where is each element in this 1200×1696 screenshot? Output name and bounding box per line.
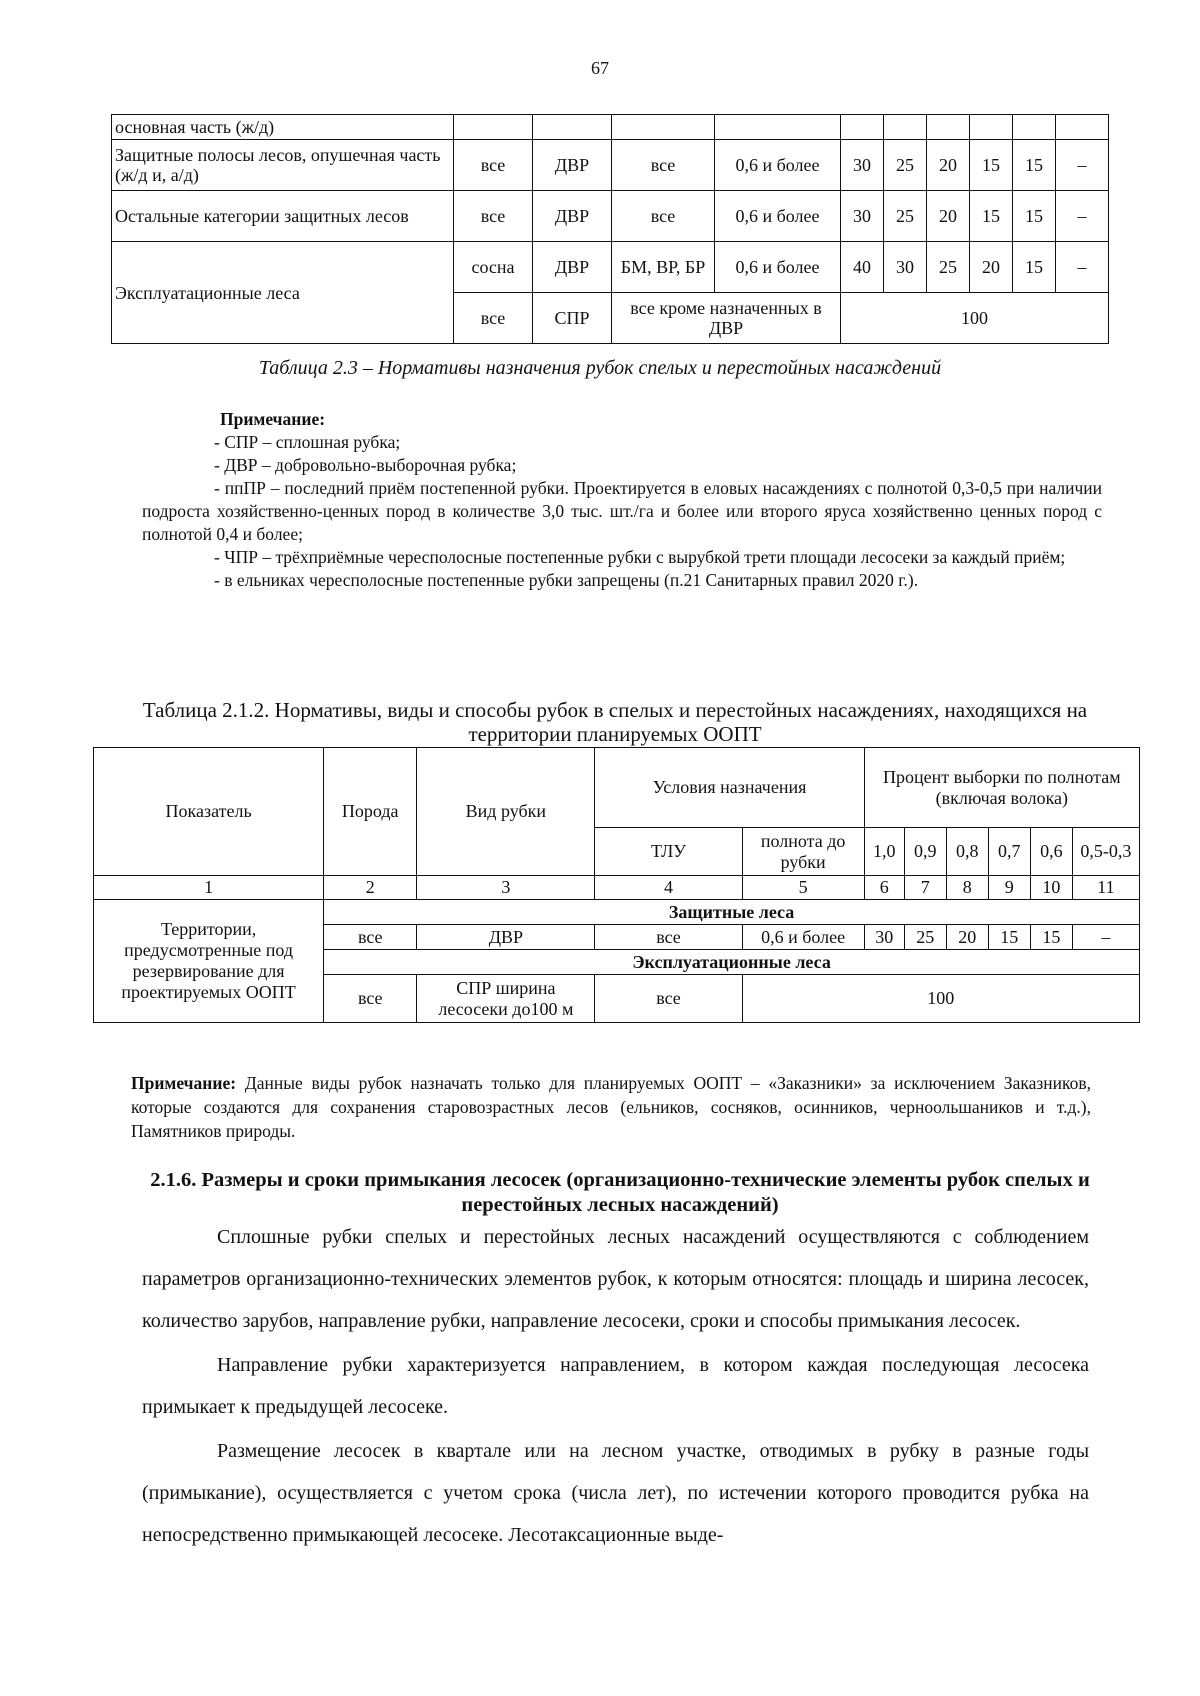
header-row [94, 748, 1140, 828]
value-cell: 25 [904, 925, 946, 950]
page-number: 67 [591, 58, 609, 78]
species-cell: все [324, 925, 417, 950]
paragraph: Размещение лесосек в квартале или на лесном участке, отводимых в рубку в разные годы (примыкание), осуществляется с учетом срока (числа лет), по истечении которого проводится рубка на непосредственно примыкающей лесосеке. Лесотаксационные выде- [142, 1440, 1089, 1546]
column-number: 10 [1030, 876, 1072, 900]
species-cell: сосна [454, 242, 533, 293]
header-density-value: 0,5-0,3 [1072, 828, 1139, 876]
cut-type-cell [533, 115, 612, 140]
column-number-row [94, 876, 1140, 900]
value-cell [1013, 115, 1056, 140]
value-cell: 15 [1013, 242, 1056, 293]
note-block [131, 1071, 1091, 1143]
density-cell: 0,6 и более [715, 140, 841, 191]
value-cell: 30 [884, 242, 927, 293]
value-cell: – [1056, 140, 1109, 191]
value-cell: 15 [970, 140, 1013, 191]
header-cut-type: Вид рубки [417, 748, 595, 876]
value-cell: 25 [884, 191, 927, 242]
tlu-cell: все [612, 191, 715, 242]
species-cell: все [324, 975, 417, 1023]
value-cell: 30 [841, 140, 884, 191]
exploitation-forests-label: Эксплуатационные леса [324, 950, 1140, 975]
header-density-value: 0,8 [946, 828, 988, 876]
value-cell: 20 [927, 140, 970, 191]
species-cell: все [454, 140, 533, 191]
table-row [112, 140, 1109, 191]
column-number: 3 [417, 876, 595, 900]
density-cell [715, 115, 841, 140]
header-species: Порода [324, 748, 417, 876]
header-density: полнота до рубки [742, 828, 864, 876]
value-cell: – [1056, 191, 1109, 242]
species-cell: все [454, 293, 533, 344]
note-block [142, 408, 1102, 592]
column-number: 2 [324, 876, 417, 900]
cut-type-cell: ДВР [417, 925, 595, 950]
paragraph: Сплошные рубки спелых и перестойных лесных насаждений осуществляются с соблюдением параметров организационно-технических элементов рубок, к которым относятся: площадь и ширина лесосек, количество зарубов, направление рубки, направление лесосеки, сроки и способы примыкания лесосек. [142, 1226, 1089, 1332]
header-conditions: Условия назначения [595, 748, 864, 828]
value-cell [927, 115, 970, 140]
protective-forests-label: Защитные леса [324, 900, 1140, 925]
row-label: Остальные категории защитных лесов [112, 191, 454, 242]
density-cell: 0,6 и более [715, 191, 841, 242]
header-density-value: 1,0 [864, 828, 904, 876]
table-row [112, 191, 1109, 242]
oopt-cutting-table [93, 747, 1140, 1023]
value-cell: 15 [1013, 191, 1056, 242]
cutting-norms-table [111, 114, 1109, 344]
note-title: Примечание: [131, 1073, 237, 1093]
cut-type-cell: СПР ширина лесосеки до100 м [417, 975, 595, 1023]
header-density-value: 0,9 [904, 828, 946, 876]
value-cell [841, 115, 884, 140]
value-cell: 20 [970, 242, 1013, 293]
note-item: - ЧПР – трёхприёмные чересполосные постепенные рубки с вырубкой трети площади лесосеки за каждый приём; [214, 547, 1066, 567]
column-number: 6 [864, 876, 904, 900]
value-cell: 15 [1013, 140, 1056, 191]
column-number: 9 [988, 876, 1030, 900]
column-number: 8 [946, 876, 988, 900]
note-text: Данные виды рубок назначать только для планируемых ООПТ – «Заказники» за исключением Заказников, которые создаются для сохранения старовозрастных лесов (ельников, сосняков, осинников, черноольшаников и т.д.), Памятников природы. [131, 1073, 1091, 1141]
value-cell: 25 [927, 242, 970, 293]
value-cell: 30 [841, 191, 884, 242]
paragraph: Направление рубки характеризуется направлением, в котором каждая последующая лесосека примыкает к предыдущей лесосеке. [142, 1354, 1089, 1418]
cut-type-cell: ДВР [533, 140, 612, 191]
value-cell: 15 [970, 191, 1013, 242]
note-item: - в ельниках чересполосные постепенные рубки запрещены (п.21 Санитарных правил 2020 г.). [214, 570, 919, 590]
value-cell: 20 [927, 191, 970, 242]
header-indicator: Показатель [94, 748, 324, 876]
note-title: Примечание: [220, 409, 326, 429]
table-row [112, 242, 1109, 293]
note-item: - ДВР – добровольно-выборочная рубка; [214, 455, 517, 475]
column-number: 1 [94, 876, 324, 900]
species-cell [454, 115, 533, 140]
tlu-cell [612, 115, 715, 140]
table-caption: Таблица 2.3 – Нормативы назначения рубок спелых и перестойных насаждений [258, 357, 942, 379]
column-number: 11 [1072, 876, 1139, 900]
column-number: 4 [595, 876, 742, 900]
value-cell: 40 [841, 242, 884, 293]
header-density-value: 0,6 [1030, 828, 1072, 876]
merged-value-cell: 100 [742, 975, 1139, 1023]
territory-cell: Территории, предусмотренные под резервирование для проектируемых ООПТ [94, 900, 324, 1023]
tlu-cell: все [612, 140, 715, 191]
row-label: основная часть (ж/д) [112, 115, 454, 140]
value-cell: 15 [988, 925, 1030, 950]
cut-type-cell: ДВР [533, 191, 612, 242]
header-percent: Процент выборки по полнотам (включая волока) [864, 748, 1139, 828]
value-cell: – [1056, 242, 1109, 293]
merged-value-cell: 100 [841, 293, 1109, 344]
density-cell: 0,6 и более [715, 242, 841, 293]
density-cell: 0,6 и более [742, 925, 864, 950]
value-cell: – [1072, 925, 1139, 950]
body-text [142, 1216, 1089, 1558]
table-row [94, 900, 1140, 925]
table-row [112, 115, 1109, 140]
section-heading: 2.1.6. Размеры и сроки примыкания лесосек (организационно-технические элементы рубок спелых и перестойных лесных насаждений) [150, 1169, 1090, 1216]
cut-type-cell: ДВР [533, 242, 612, 293]
value-cell [970, 115, 1013, 140]
header-density-value: 0,7 [988, 828, 1030, 876]
row-label: Эксплуатационные леса [112, 242, 454, 344]
value-cell: 30 [864, 925, 904, 950]
row-label: Защитные полосы лесов, опушечная часть (ж/д и, а/д) [112, 140, 454, 191]
tlu-cell: БМ, ВР, БР [612, 242, 715, 293]
tlu-cell: все кроме назначенных в ДВР [612, 293, 841, 344]
note-item: - ппПР – последний приём постепенной рубки. Проектируется в еловых насаждениях с полнотой 0,3-0,5 при наличии подроста хозяйственно-ценных пород в количестве 3,0 тыс. шт./га и более или второго яруса хозяйственно ценных пород с полнотой 0,4 и более; [142, 478, 1102, 544]
tlu-cell: все [595, 925, 742, 950]
column-number: 7 [904, 876, 946, 900]
species-cell: все [454, 191, 533, 242]
value-cell [1056, 115, 1109, 140]
cut-type-cell: СПР [533, 293, 612, 344]
note-item: - СПР – сплошная рубка; [214, 432, 401, 452]
value-cell: 25 [884, 140, 927, 191]
value-cell: 20 [946, 925, 988, 950]
column-number: 5 [742, 876, 864, 900]
table-caption: Таблица 2.1.2. Нормативы, виды и способы рубок в спелых и перестойных насаждениях, находящихся на территории планируемых ООПТ [142, 698, 1088, 746]
value-cell: 15 [1030, 925, 1072, 950]
value-cell [884, 115, 927, 140]
tlu-cell: все [595, 975, 742, 1023]
header-tlu: ТЛУ [595, 828, 742, 876]
